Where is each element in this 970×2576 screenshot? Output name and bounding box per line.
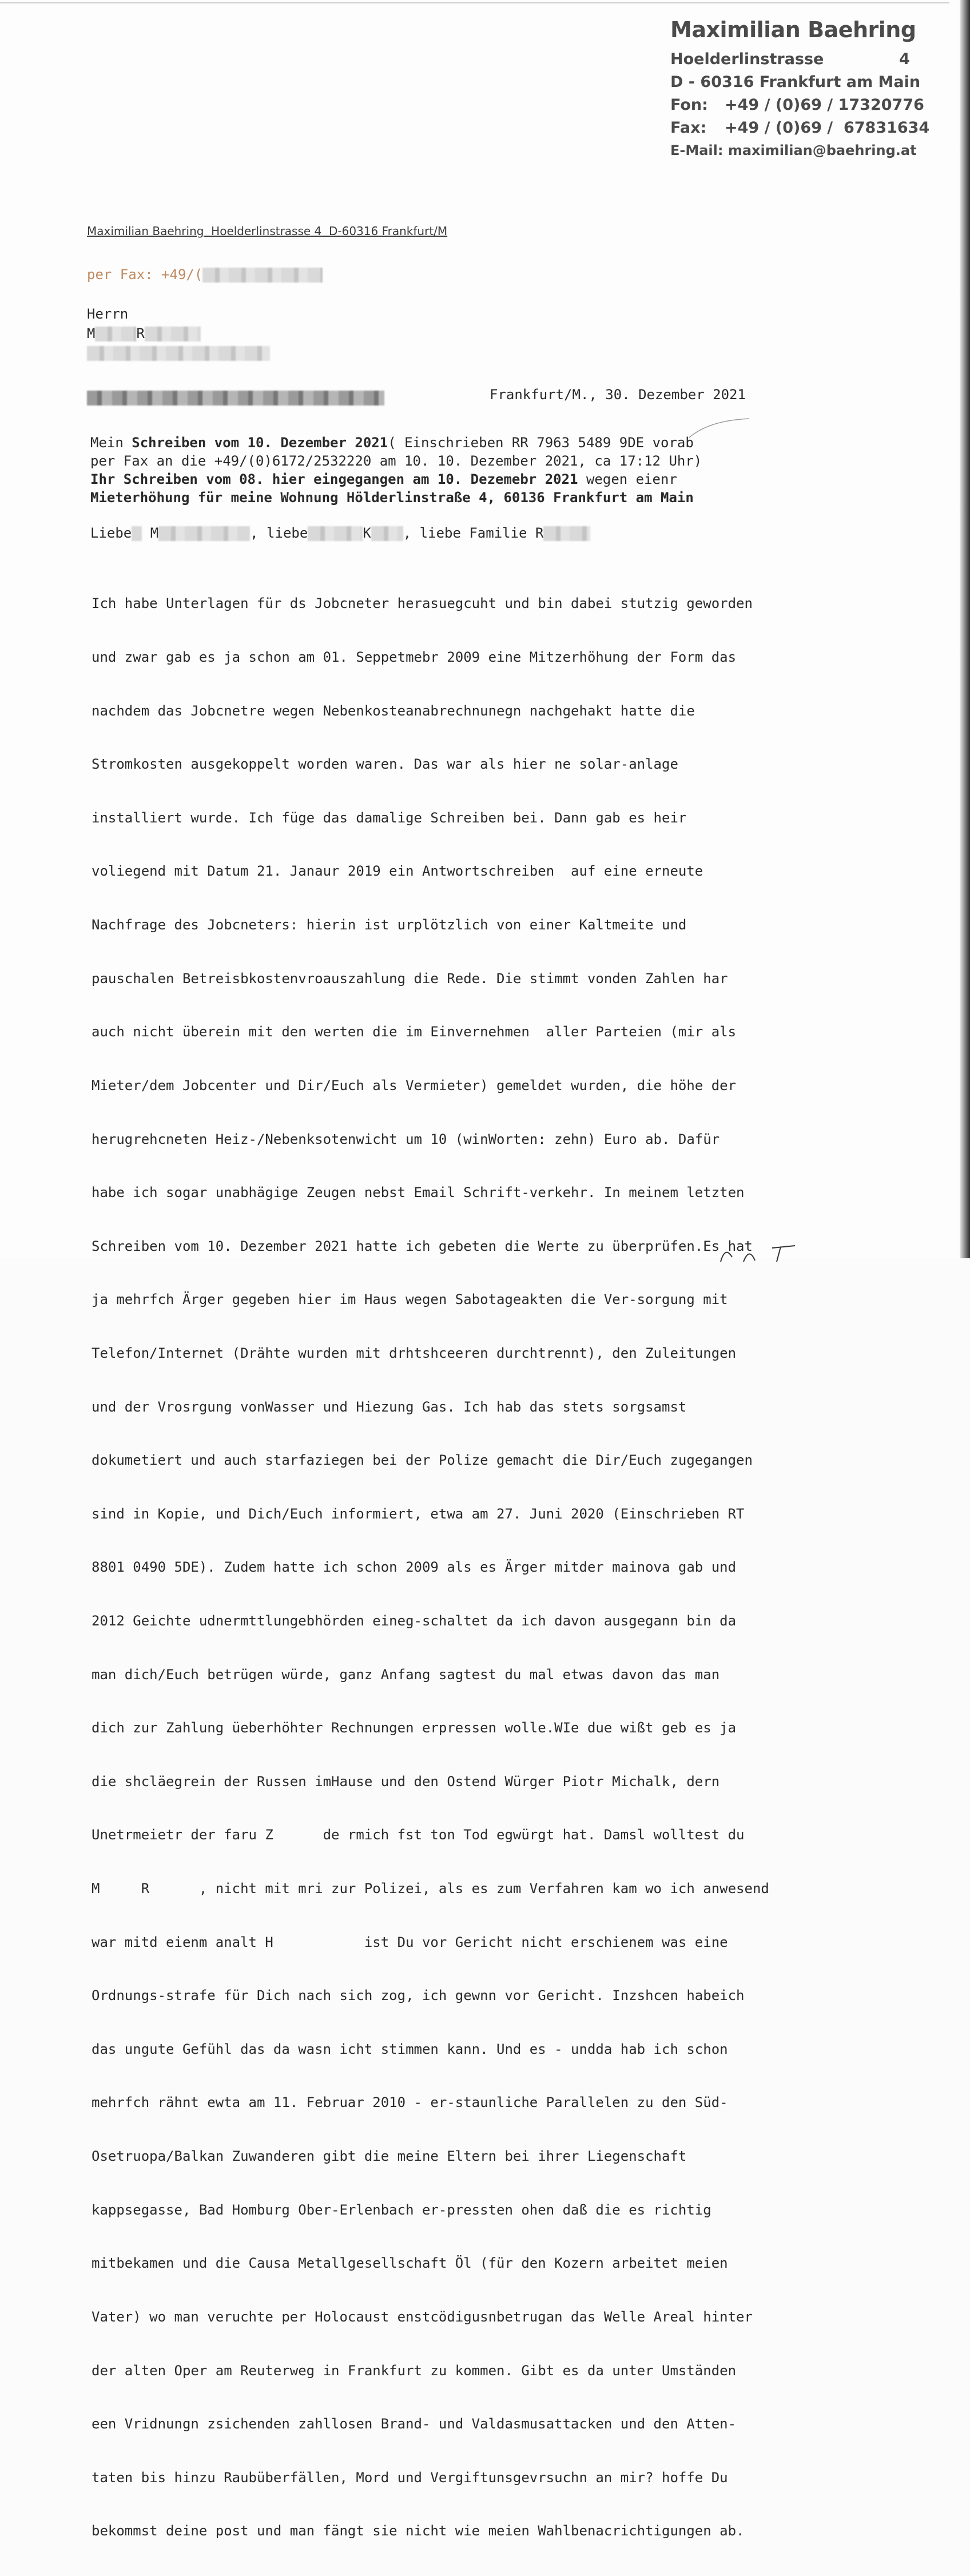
letterhead-fax: +49 / (0)69 / 67831634 <box>725 119 930 137</box>
body-line: 8801 0490 5DE). Zudem hatte ich schon 2009 als es Ärger mitder mainova gab und <box>92 1559 737 1576</box>
redacted-surname <box>145 327 201 341</box>
body-line: Ordnungs-strafe für Dich nach sich zog, ich gewnn vor Gericht. Inzshcen habeich <box>92 1987 745 2004</box>
body-line: ja mehrfch Ärger gegeben hier im Haus wegen Sabotageakten die Ver-sorgung mit <box>92 1291 728 1308</box>
body-line: Nachfrage des Jobcneters: hierin ist urplötzlich von einer Kaltmeite und <box>92 917 687 933</box>
body-line: Osetruopa/Balkan Zuwanderen gibt die meine Eltern bei ihrer Liegenschaft <box>92 2148 687 2165</box>
body-line: sind in Kopie, und Dich/Euch informiert, etwa am 27. Juni 2020 (Einschrieben RT <box>92 1505 745 1522</box>
body-line: installiert wurde. Ich füge das damalige Schreiben bei. Dann gab es heir <box>92 809 687 826</box>
body-line: Vater) wo man veruchte per Holocaust enstcödigusnbetrugan das Welle Areal hinter <box>92 2308 753 2325</box>
body-line: dokumetiert und auch starfaziegen bei der Polize gemacht die Dir/Euch zugegangen <box>92 1452 753 1469</box>
body-line: war mitd eienm analt H ist Du vor Gericht nicht erschienem was eine <box>92 1934 728 1950</box>
salutation-part-4: K <box>363 525 371 541</box>
letterhead-phone-label: Fon: <box>670 96 708 114</box>
letterhead-phone-line <box>670 94 929 117</box>
body-line: der alten Oper am Reuterweg in Frankfurt zu kommen. Gibt es da unter Umständen <box>92 2362 737 2379</box>
subject-line-3 <box>90 470 702 488</box>
redacted <box>132 526 142 541</box>
recipient-name-line <box>87 324 384 343</box>
body-line: nachdem das Jobcnetre wegen Nebenkosteanabrechnunegn nachgehakt hatte die <box>92 702 695 719</box>
per-fax-label: per Fax: +49/( <box>87 267 203 283</box>
scan-right-edge <box>960 0 970 1258</box>
subject-line-4 <box>90 488 702 507</box>
body-line: auch nicht überein mit den werten die im Einvernehmen aller Parteien (mir als <box>92 1024 737 1040</box>
redacted-first-name <box>95 327 136 341</box>
signature-fragment <box>709 1240 824 1263</box>
body-line: kappsegasse, Bad Homburg Ober-Erlenbach er-pressten ohen daß die es richtig <box>92 2201 711 2218</box>
body-line: voliegend mit Datum 21. Janaur 2019 ein Antwortschreiben auf eine erneute <box>92 863 703 880</box>
body-line: man dich/Euch betrügen würde, ganz Anfang sagtest du mal etwas davon das man <box>92 1666 720 1683</box>
redacted-street <box>87 346 270 361</box>
letter-body <box>92 559 892 2576</box>
body-line: habe ich sogar unabhägige Zeugen nebst Email Schrift-verkehr. In meinem letzten <box>92 1184 745 1201</box>
recipient-block <box>87 304 384 407</box>
redacted <box>543 526 590 541</box>
subject-your-letter: Schreiben vom 10. Dezember 2021 <box>132 435 388 451</box>
letterhead-street-line <box>670 48 929 71</box>
redacted-city <box>87 391 384 406</box>
letterhead-email: E-Mail: maximilian@baehring.at <box>670 142 917 158</box>
subject-rent-increase: Mieterhöhung für meine Wohnung Hölderlinstraße 4, 60136 Frankfurt am Main <box>90 490 694 506</box>
subject-registered: ( Einschrieben RR 7963 5489 9DE vorab <box>388 435 694 451</box>
body-line: 2012 Geichte udnermttlungebhörden eineg-schaltet da ich davon ausgegann bin da <box>92 1612 737 1629</box>
body-line: bekommst deine post und man fängt sie nicht wie meien Wahlbenacrichtigungen ab. <box>92 2523 745 2539</box>
body-line: die shcläegrein der Russen imHause und den Ostend Würger Piotr Michalk, dern <box>92 1773 720 1790</box>
letterhead-house-number: 4 <box>899 50 910 68</box>
subject-regarding: wegen eienr <box>578 471 677 487</box>
letterhead-street: Hoelderlinstrasse <box>670 50 824 68</box>
body-line: taten bis hinzu Raubüberfällen, Mord und Vergiftunsgevrsuchn an mir? hoffe Du <box>92 2469 728 2486</box>
body-line: Ich habe Unterlagen für ds Jobcneter herasuegcuht und bin dabei stutzig geworden <box>92 595 753 612</box>
per-fax-line <box>87 267 323 283</box>
body-line: das ungute Gefühl das da wasn icht stimmen kann. Und es - undda hab ich schon <box>92 2041 728 2057</box>
salutation-part-1: Liebe <box>90 525 132 541</box>
recipient-surname-initial: R <box>136 325 145 341</box>
body-line: Stromkosten ausgekoppelt worden waren. Das war als hier ne solar-anlage <box>92 756 678 773</box>
body-line: Schreiben vom 10. Dezember 2021 hatte ich gebeten die Werte zu überprüfen.Es hat <box>92 1238 753 1254</box>
body-line: Unetrmeietr der faru Z de rmich fst ton Tod egwürgt hat. Damsl wolltest du <box>92 1827 745 1843</box>
letter-date: Frankfurt/M., 30. Dezember 2021 <box>490 387 746 403</box>
subject-line-2: per Fax an die +49/(0)6172/2532220 am 10. 10. Dezember 2021, ca 17:12 Uhr) <box>90 453 702 469</box>
body-line: een Vridnungn zsichenden zahllosen Brand- und Valdasmusattacken und den Atten- <box>92 2416 737 2432</box>
redacted <box>308 526 363 541</box>
salutation-line <box>90 525 590 541</box>
body-line: und der Vrosrgung vonWasser und Hiezung Gas. Ich hab das stets sorgsamst <box>92 1398 687 1415</box>
subject-mein: Mein <box>90 435 132 451</box>
subject-received: Ihr Schreiben vom 08. hier eingegangen am 10. Dezemebr 2021 <box>90 471 578 487</box>
body-line: Mieter/dem Jobcenter und Dir/Euch als Vermieter) gemeldet wurden, die höhe der <box>92 1077 737 1094</box>
recipient-street-line <box>87 343 384 363</box>
redacted-fax-number <box>202 268 323 283</box>
body-line: mehrfch rähnt ewta am 11. Februar 2010 - er-staunliche Parallelen zu den Süd- <box>92 2094 728 2111</box>
body-line: und zwar gab es ja schon am 01. Seppetmebr 2009 eine Mitzerhöhung der Form das <box>92 649 737 666</box>
body-line: dich zur Zahlung üeberhöhter Rechnungen erpressen wolle.WIe due wißt geb es ja <box>92 1720 737 1736</box>
redacted <box>158 526 250 541</box>
body-line: pauschalen Betreisbkostenvroauszahlung die Rede. Die stimmt vonden Zahlen har <box>92 970 728 987</box>
body-line: M R , nicht mit mri zur Polizei, als es zum Verfahren kam wo ich anwesend <box>92 1881 769 1897</box>
recipient-city-line <box>87 388 384 407</box>
letterhead-fax-label: Fax: <box>670 119 707 137</box>
salutation-part-2: M <box>142 525 159 541</box>
recipient-salutation: Herrn <box>87 306 129 322</box>
letterhead <box>670 17 929 161</box>
subject-line-1 <box>90 434 702 452</box>
salutation-part-5: , liebe Familie R <box>403 525 544 541</box>
letterhead-name: Maximilian Baehring <box>670 17 916 42</box>
recipient-name-initial: M <box>87 325 96 341</box>
letterhead-city: D - 60316 Frankfurt am Main <box>670 73 921 91</box>
subject-block <box>90 434 702 507</box>
letterhead-phone: +49 / (0)69 / 17320776 <box>725 96 924 114</box>
body-line: Telefon/Internet (Drähte wurden mit drhtshceeren durchtrennt), den Zuleitungen <box>92 1345 737 1361</box>
redacted <box>371 526 403 541</box>
pen-stroke-mark <box>686 418 755 440</box>
salutation-part-3: , liebe <box>250 525 308 541</box>
body-line: herugrehcneten Heiz-/Nebenksotenwicht um 10 (winWorten: zehn) Euro ab. Dafür <box>92 1131 720 1147</box>
page-top-edge <box>0 2 949 3</box>
body-line: mitbekamen und die Causa Metallgesellschaft Öl (für den Kozern arbeitet meien <box>92 2255 728 2272</box>
letterhead-fax-line <box>670 117 929 140</box>
sender-return-line: Maximilian Baehring Hoelderlinstrasse 4 D-60316 Frankfurt/M <box>87 224 448 238</box>
